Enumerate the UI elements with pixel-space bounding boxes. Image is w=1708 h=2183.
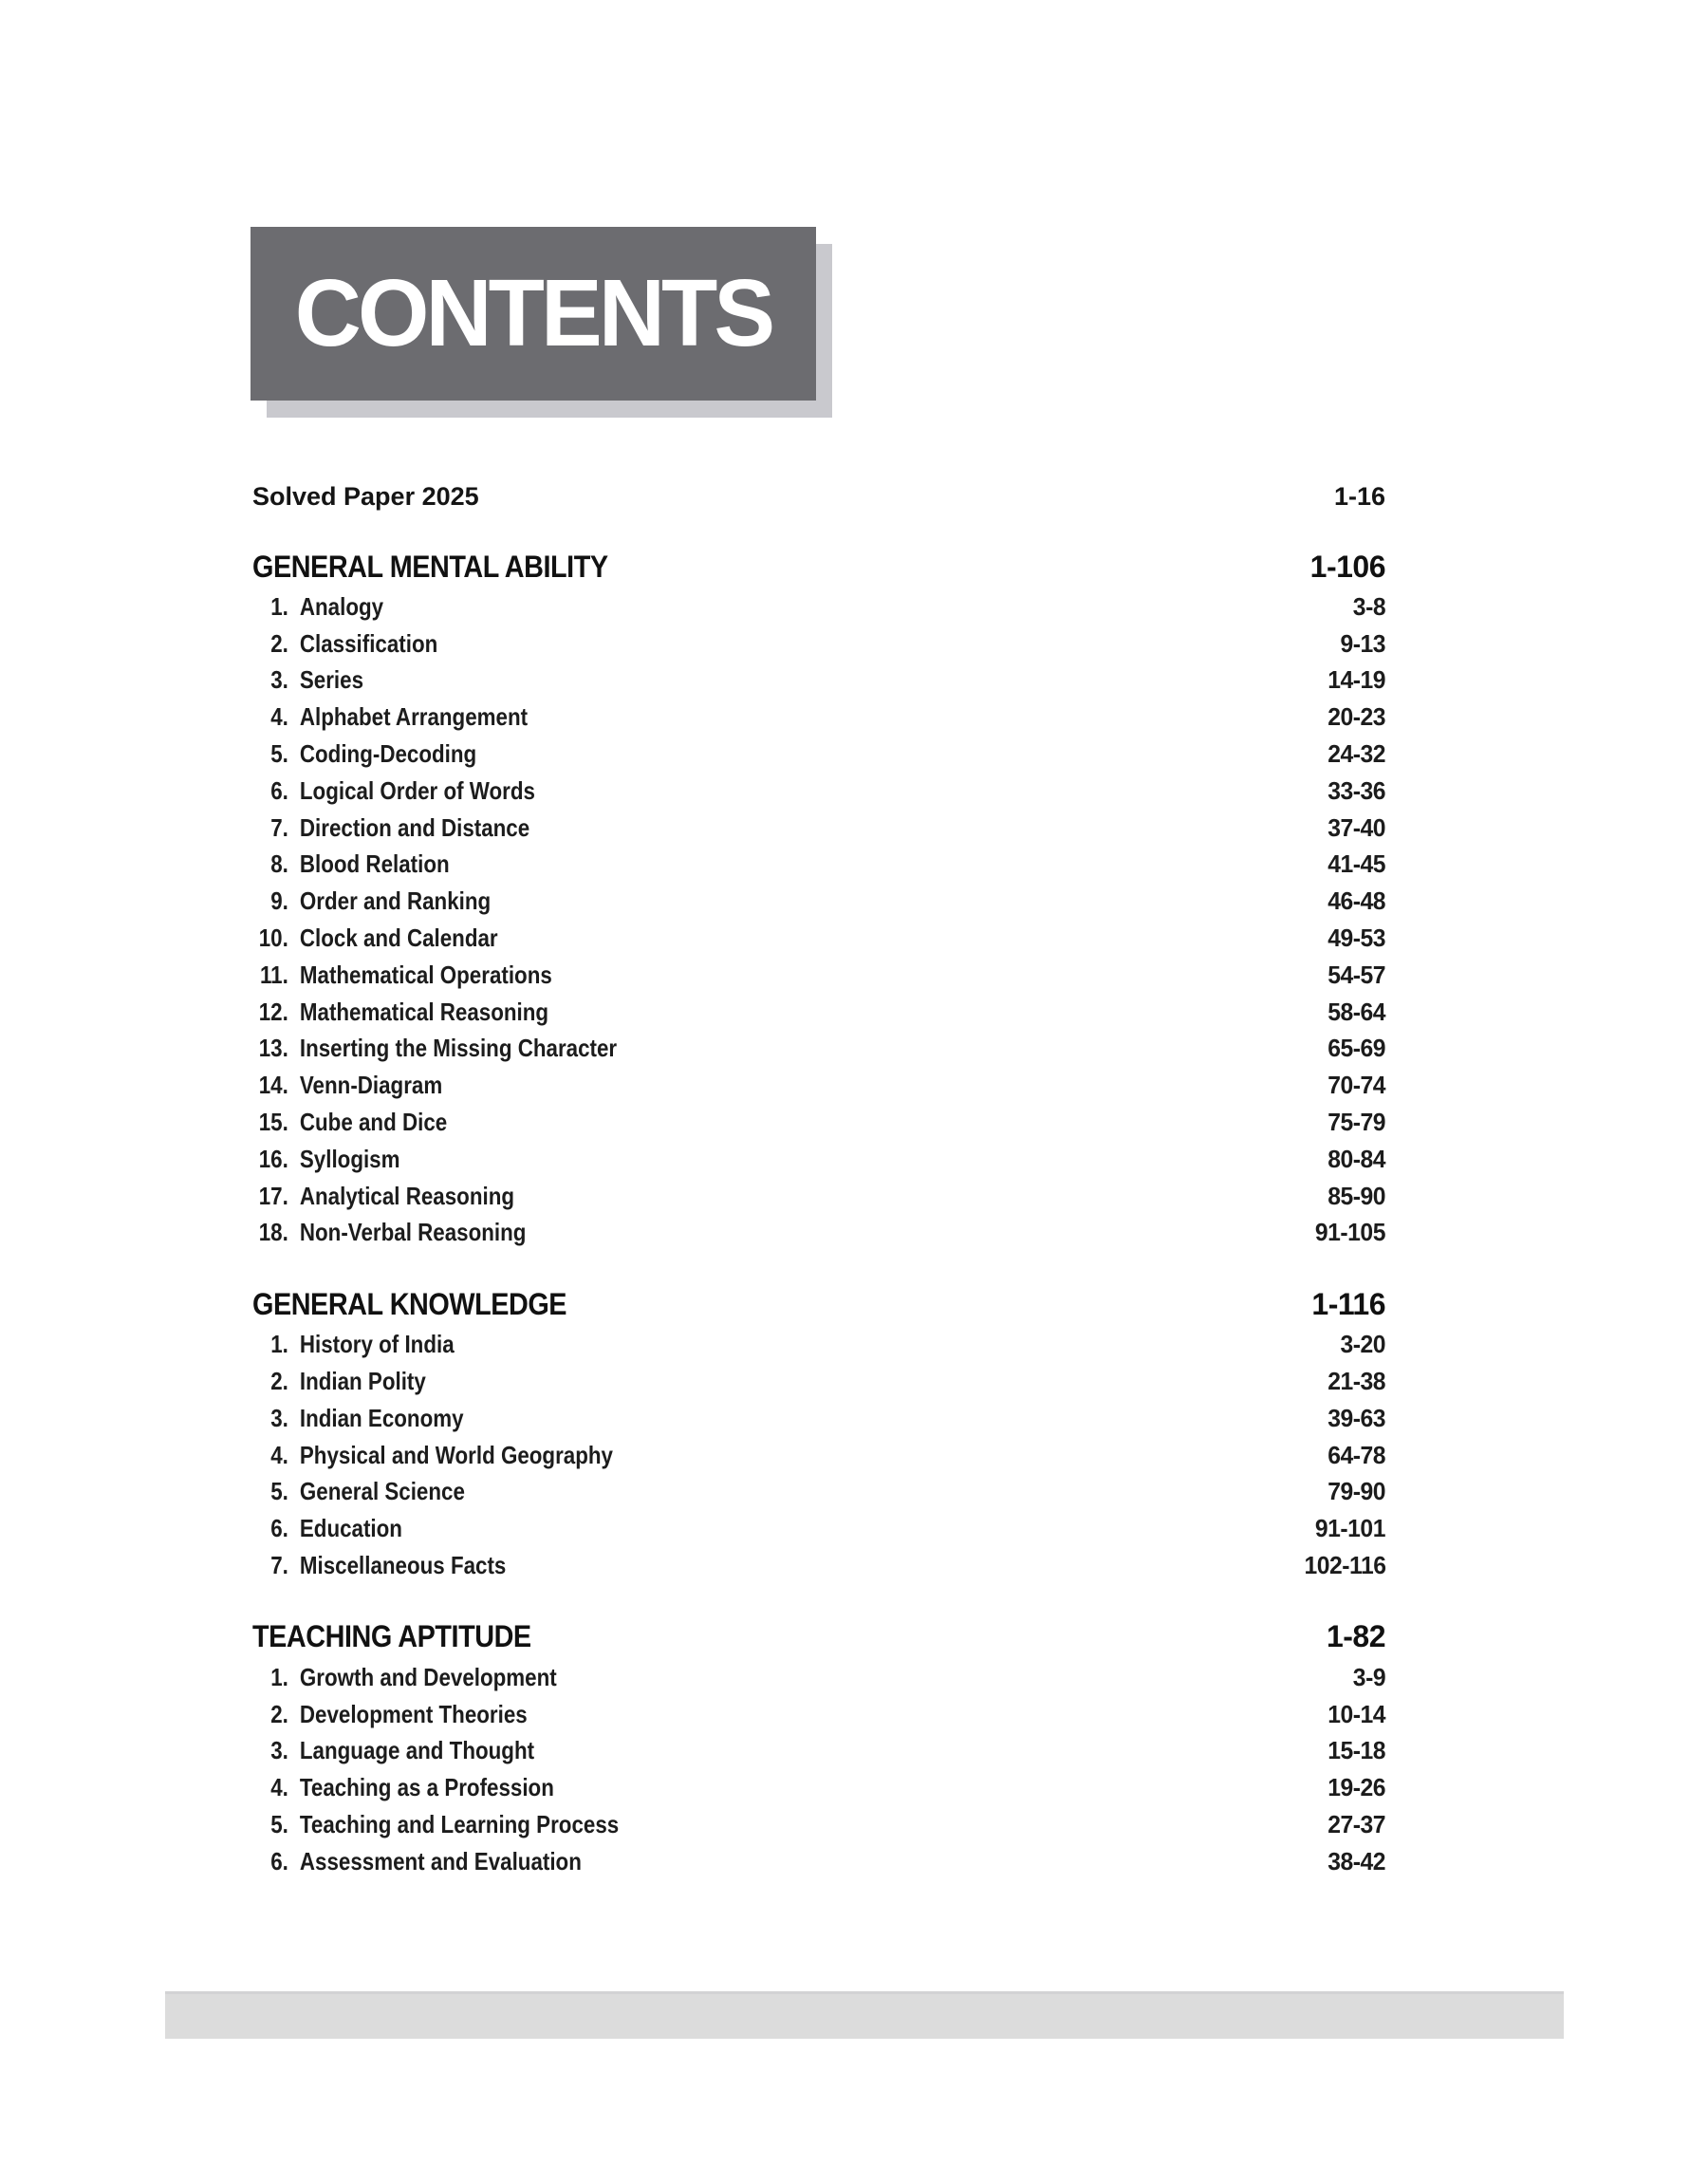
toc-item-row: [252, 1769, 1385, 1806]
toc-item-row: [252, 1031, 1385, 1068]
item-pages: 20-23: [1327, 702, 1385, 732]
item-label: Inserting the Missing Character: [299, 1034, 618, 1063]
toc-item-row: [252, 1733, 1385, 1770]
item-number: 1.: [270, 1330, 288, 1359]
item-number: 1.: [270, 591, 288, 621]
item-number: 11.: [259, 960, 288, 989]
toc-section: [252, 545, 1385, 1251]
item-number: 6.: [270, 775, 288, 805]
item-pages: 46-48: [1327, 886, 1385, 916]
toc-item-row: [252, 1104, 1385, 1141]
toc-item-row: [252, 920, 1385, 957]
item-label: Syllogism: [299, 1144, 400, 1173]
item-pages: 54-57: [1327, 960, 1385, 989]
toc-section: [252, 1282, 1385, 1584]
toc-item-row: [252, 1696, 1385, 1733]
item-label: Indian Economy: [299, 1403, 464, 1432]
item-label: Analytical Reasoning: [299, 1181, 515, 1210]
item-label: Order and Ranking: [299, 886, 492, 916]
item-label: Teaching as a Profession: [299, 1773, 554, 1802]
item-pages: 41-45: [1327, 849, 1385, 879]
item-pages: 24-32: [1327, 739, 1385, 769]
item-pages: 65-69: [1327, 1034, 1385, 1063]
item-number: 6.: [270, 1846, 288, 1875]
item-pages: 9-13: [1340, 628, 1385, 658]
section-title: GENERAL KNOWLEDGE: [252, 1286, 567, 1321]
item-pages: 19-26: [1327, 1773, 1385, 1802]
toc-item-row: [252, 1437, 1385, 1474]
item-number: 12.: [258, 997, 288, 1026]
toc-item-row: [252, 625, 1385, 662]
item-label: General Science: [299, 1477, 465, 1506]
item-label: Classification: [299, 628, 438, 658]
item-pages: 79-90: [1327, 1477, 1385, 1506]
item-label: Clock and Calendar: [299, 924, 498, 953]
item-label: Logical Order of Words: [299, 775, 535, 805]
section-header: [252, 545, 1385, 588]
section-items: [252, 1659, 1385, 1880]
item-number: 5.: [270, 739, 288, 769]
item-number: 8.: [270, 849, 288, 879]
toc-item-row: [252, 847, 1385, 884]
item-number: 7.: [270, 812, 288, 842]
item-label: Series: [299, 665, 364, 695]
item-label: Non-Verbal Reasoning: [299, 1218, 527, 1247]
item-pages: 91-105: [1314, 1218, 1385, 1247]
section-pages: 1-116: [1311, 1286, 1385, 1321]
section-items: [252, 588, 1385, 1251]
section-items: [252, 1326, 1385, 1584]
item-number: 13.: [258, 1034, 288, 1063]
toc-item-row: [252, 1363, 1385, 1400]
item-pages: 102-116: [1304, 1551, 1385, 1580]
toc-item-row: [252, 1141, 1385, 1178]
item-label: Direction and Distance: [299, 812, 530, 842]
item-number: 2.: [270, 1367, 288, 1396]
toc-item-row: [252, 883, 1385, 920]
item-pages: 75-79: [1327, 1108, 1385, 1137]
front-matter-pages: 1-16: [1333, 481, 1385, 511]
toc-item-row: [252, 1806, 1385, 1843]
item-label: Teaching and Learning Process: [299, 1810, 620, 1838]
item-pages: 70-74: [1327, 1071, 1385, 1100]
toc-item-row: [252, 1474, 1385, 1511]
section-title: TEACHING APTITUDE: [252, 1619, 531, 1654]
section-header: [252, 1615, 1385, 1659]
item-label: Language and Thought: [299, 1736, 535, 1765]
item-number: 16.: [258, 1144, 288, 1173]
item-number: 3.: [270, 1403, 288, 1432]
page-title: CONTENTS: [294, 260, 772, 366]
toc-item-row: [252, 773, 1385, 810]
section-header: [252, 1282, 1385, 1326]
item-pages: 3-20: [1340, 1330, 1385, 1359]
item-label: Growth and Development: [299, 1662, 557, 1691]
item-label: Miscellaneous Facts: [299, 1551, 507, 1580]
item-number: 4.: [270, 1440, 288, 1469]
item-pages: 91-101: [1314, 1514, 1385, 1543]
front-matter-label: Solved Paper 2025: [252, 481, 479, 511]
section-title: GENERAL MENTAL ABILITY: [252, 549, 608, 584]
item-number: 9.: [270, 886, 288, 916]
item-pages: 15-18: [1327, 1736, 1385, 1765]
toc-item-row: [252, 1215, 1385, 1252]
item-pages: 27-37: [1327, 1810, 1385, 1838]
item-label: Assessment and Evaluation: [299, 1846, 582, 1875]
item-label: Alphabet Arrangement: [299, 702, 529, 732]
item-number: 3.: [270, 665, 288, 695]
toc-item-row: [252, 736, 1385, 773]
item-pages: 33-36: [1327, 775, 1385, 805]
footer-bar: [165, 1991, 1564, 2039]
item-label: Development Theories: [299, 1699, 528, 1728]
item-number: 2.: [270, 1699, 288, 1728]
toc-item-row: [252, 699, 1385, 736]
item-label: Analogy: [299, 591, 384, 621]
item-label: Coding-Decoding: [299, 739, 477, 769]
toc-item-row: [252, 1067, 1385, 1104]
item-pages: 58-64: [1327, 997, 1385, 1026]
item-label: Venn-Diagram: [299, 1071, 443, 1100]
toc-item-row: [252, 588, 1385, 625]
item-pages: 21-38: [1327, 1367, 1385, 1396]
toc-item-row: [252, 994, 1385, 1031]
item-number: 4.: [270, 702, 288, 732]
item-number: 5.: [270, 1477, 288, 1506]
item-number: 4.: [270, 1773, 288, 1802]
item-label: Indian Polity: [299, 1367, 426, 1396]
item-pages: 85-90: [1327, 1181, 1385, 1210]
item-pages: 49-53: [1327, 924, 1385, 953]
item-pages: 37-40: [1327, 812, 1385, 842]
toc-section: [252, 1615, 1385, 1880]
toc-item-row: [252, 1178, 1385, 1215]
item-label: Blood Relation: [299, 849, 450, 879]
toc-item-row: [252, 957, 1385, 994]
item-number: 5.: [270, 1810, 288, 1838]
item-pages: 80-84: [1327, 1144, 1385, 1173]
item-label: History of India: [299, 1330, 455, 1359]
item-label: Mathematical Operations: [299, 960, 552, 989]
toc-item-row: [252, 810, 1385, 847]
toc-item-row: [252, 1659, 1385, 1696]
item-number: 6.: [270, 1514, 288, 1543]
item-number: 1.: [270, 1662, 288, 1691]
item-number: 17.: [258, 1181, 288, 1210]
item-pages: 10-14: [1327, 1699, 1385, 1728]
item-number: 3.: [270, 1736, 288, 1765]
toc-item-row: [252, 1843, 1385, 1880]
item-label: Physical and World Geography: [299, 1440, 613, 1469]
item-pages: 64-78: [1327, 1440, 1385, 1469]
item-pages: 14-19: [1327, 665, 1385, 695]
section-pages: 1-106: [1309, 549, 1385, 584]
item-number: 10.: [258, 924, 288, 953]
item-pages: 38-42: [1327, 1846, 1385, 1875]
toc-item-row: [252, 662, 1385, 700]
front-matter-row: [252, 479, 1385, 513]
sections-container: [252, 545, 1385, 1880]
item-number: 15.: [258, 1108, 288, 1137]
toc-item-row: [252, 1547, 1385, 1584]
item-pages: 39-63: [1327, 1403, 1385, 1432]
section-pages: 1-82: [1326, 1619, 1385, 1654]
contents-banner: [251, 227, 816, 401]
toc-item-row: [252, 1326, 1385, 1363]
toc-item-row: [252, 1510, 1385, 1547]
table-of-contents: [252, 479, 1385, 1880]
toc-item-row: [252, 1400, 1385, 1437]
item-number: 7.: [270, 1551, 288, 1580]
item-label: Cube and Dice: [299, 1108, 448, 1137]
item-pages: 3-9: [1352, 1662, 1385, 1691]
item-label: Mathematical Reasoning: [299, 997, 549, 1026]
item-number: 18.: [258, 1218, 288, 1247]
item-label: Education: [299, 1514, 402, 1543]
item-number: 2.: [270, 628, 288, 658]
item-number: 14.: [258, 1071, 288, 1100]
item-pages: 3-8: [1352, 591, 1385, 621]
